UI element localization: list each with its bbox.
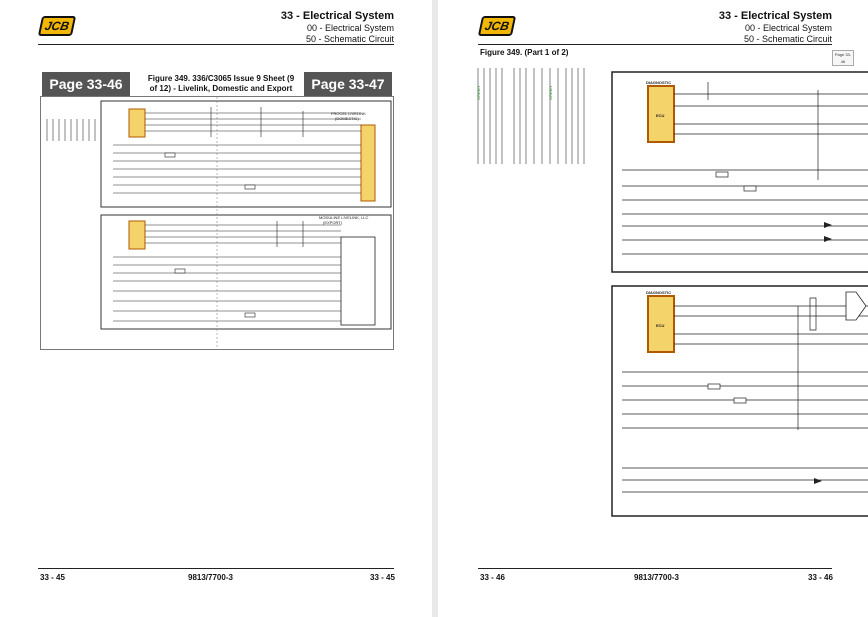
header-rule (38, 44, 394, 45)
panel-bottom-label-1: MODULINE LIVELINK, LLC (319, 215, 369, 220)
figure-title (146, 74, 296, 94)
header-rule (478, 44, 832, 45)
panel-top-label-2: (DOMESTIC) (335, 116, 359, 121)
footer-page-number-left: 33 - 45 (40, 573, 65, 582)
jcb-logo: JCB (478, 16, 516, 36)
right-page (438, 0, 868, 617)
section-title: 33 - Electrical System (280, 10, 394, 22)
footer-document-number: 9813/7700-3 (188, 573, 233, 582)
left-page (0, 0, 432, 617)
figure-title-line-1: Figure 349. 336/C3065 Issue 9 Sheet (9 (147, 74, 295, 83)
section-subtitle-1: 00 - Electrical System (744, 23, 832, 33)
figure-title: Figure 349. (Part 1 of 2) (480, 48, 569, 57)
page-link-badge-left[interactable]: Page 33-46 (42, 72, 130, 96)
footer-page-number-right: 33 - 45 (370, 573, 395, 582)
diagnostic-label-bottom: DIAGNOSTIC (646, 290, 672, 295)
svg-text:GREEN: GREEN (548, 85, 553, 100)
panel-top-label-1: FROCEL LIVELINK (331, 111, 366, 116)
page-link-thumbnail[interactable]: Page 33-46 (832, 50, 854, 66)
footer-document-number: 9813/7700-3 (634, 573, 679, 582)
section-subtitle-2: 50 - Schematic Circuit (743, 34, 832, 44)
ecu-label-bottom: ECU (656, 323, 665, 328)
section-subtitle-1: 00 - Electrical System (306, 23, 394, 33)
diagnostic-label-top: DIAGNOSTIC (646, 80, 672, 85)
panel-bottom-label-2: (EXPORT) (323, 220, 343, 225)
section-title: 33 - Electrical System (718, 10, 832, 22)
section-subtitle-2: 50 - Schematic Circuit (305, 34, 394, 44)
page-link-badge-right[interactable]: Page 33-47 (304, 72, 392, 96)
ecu-label-top: ECU (656, 113, 665, 118)
footer-page-number-left: 33 - 46 (480, 573, 505, 582)
footer-rule (478, 568, 832, 569)
footer-rule (38, 568, 394, 569)
footer-page-number-right: 33 - 46 (808, 573, 833, 582)
svg-text:GREEN: GREEN (476, 85, 481, 100)
figure-title-line-2: of 12) - Livelink, Domestic and Export (149, 84, 293, 93)
page-header (281, 10, 394, 45)
page-header (719, 10, 832, 45)
jcb-logo: JCB (38, 16, 76, 36)
schematic-thumbnail[interactable] (40, 96, 394, 350)
schematic-part-1 (438, 60, 868, 580)
